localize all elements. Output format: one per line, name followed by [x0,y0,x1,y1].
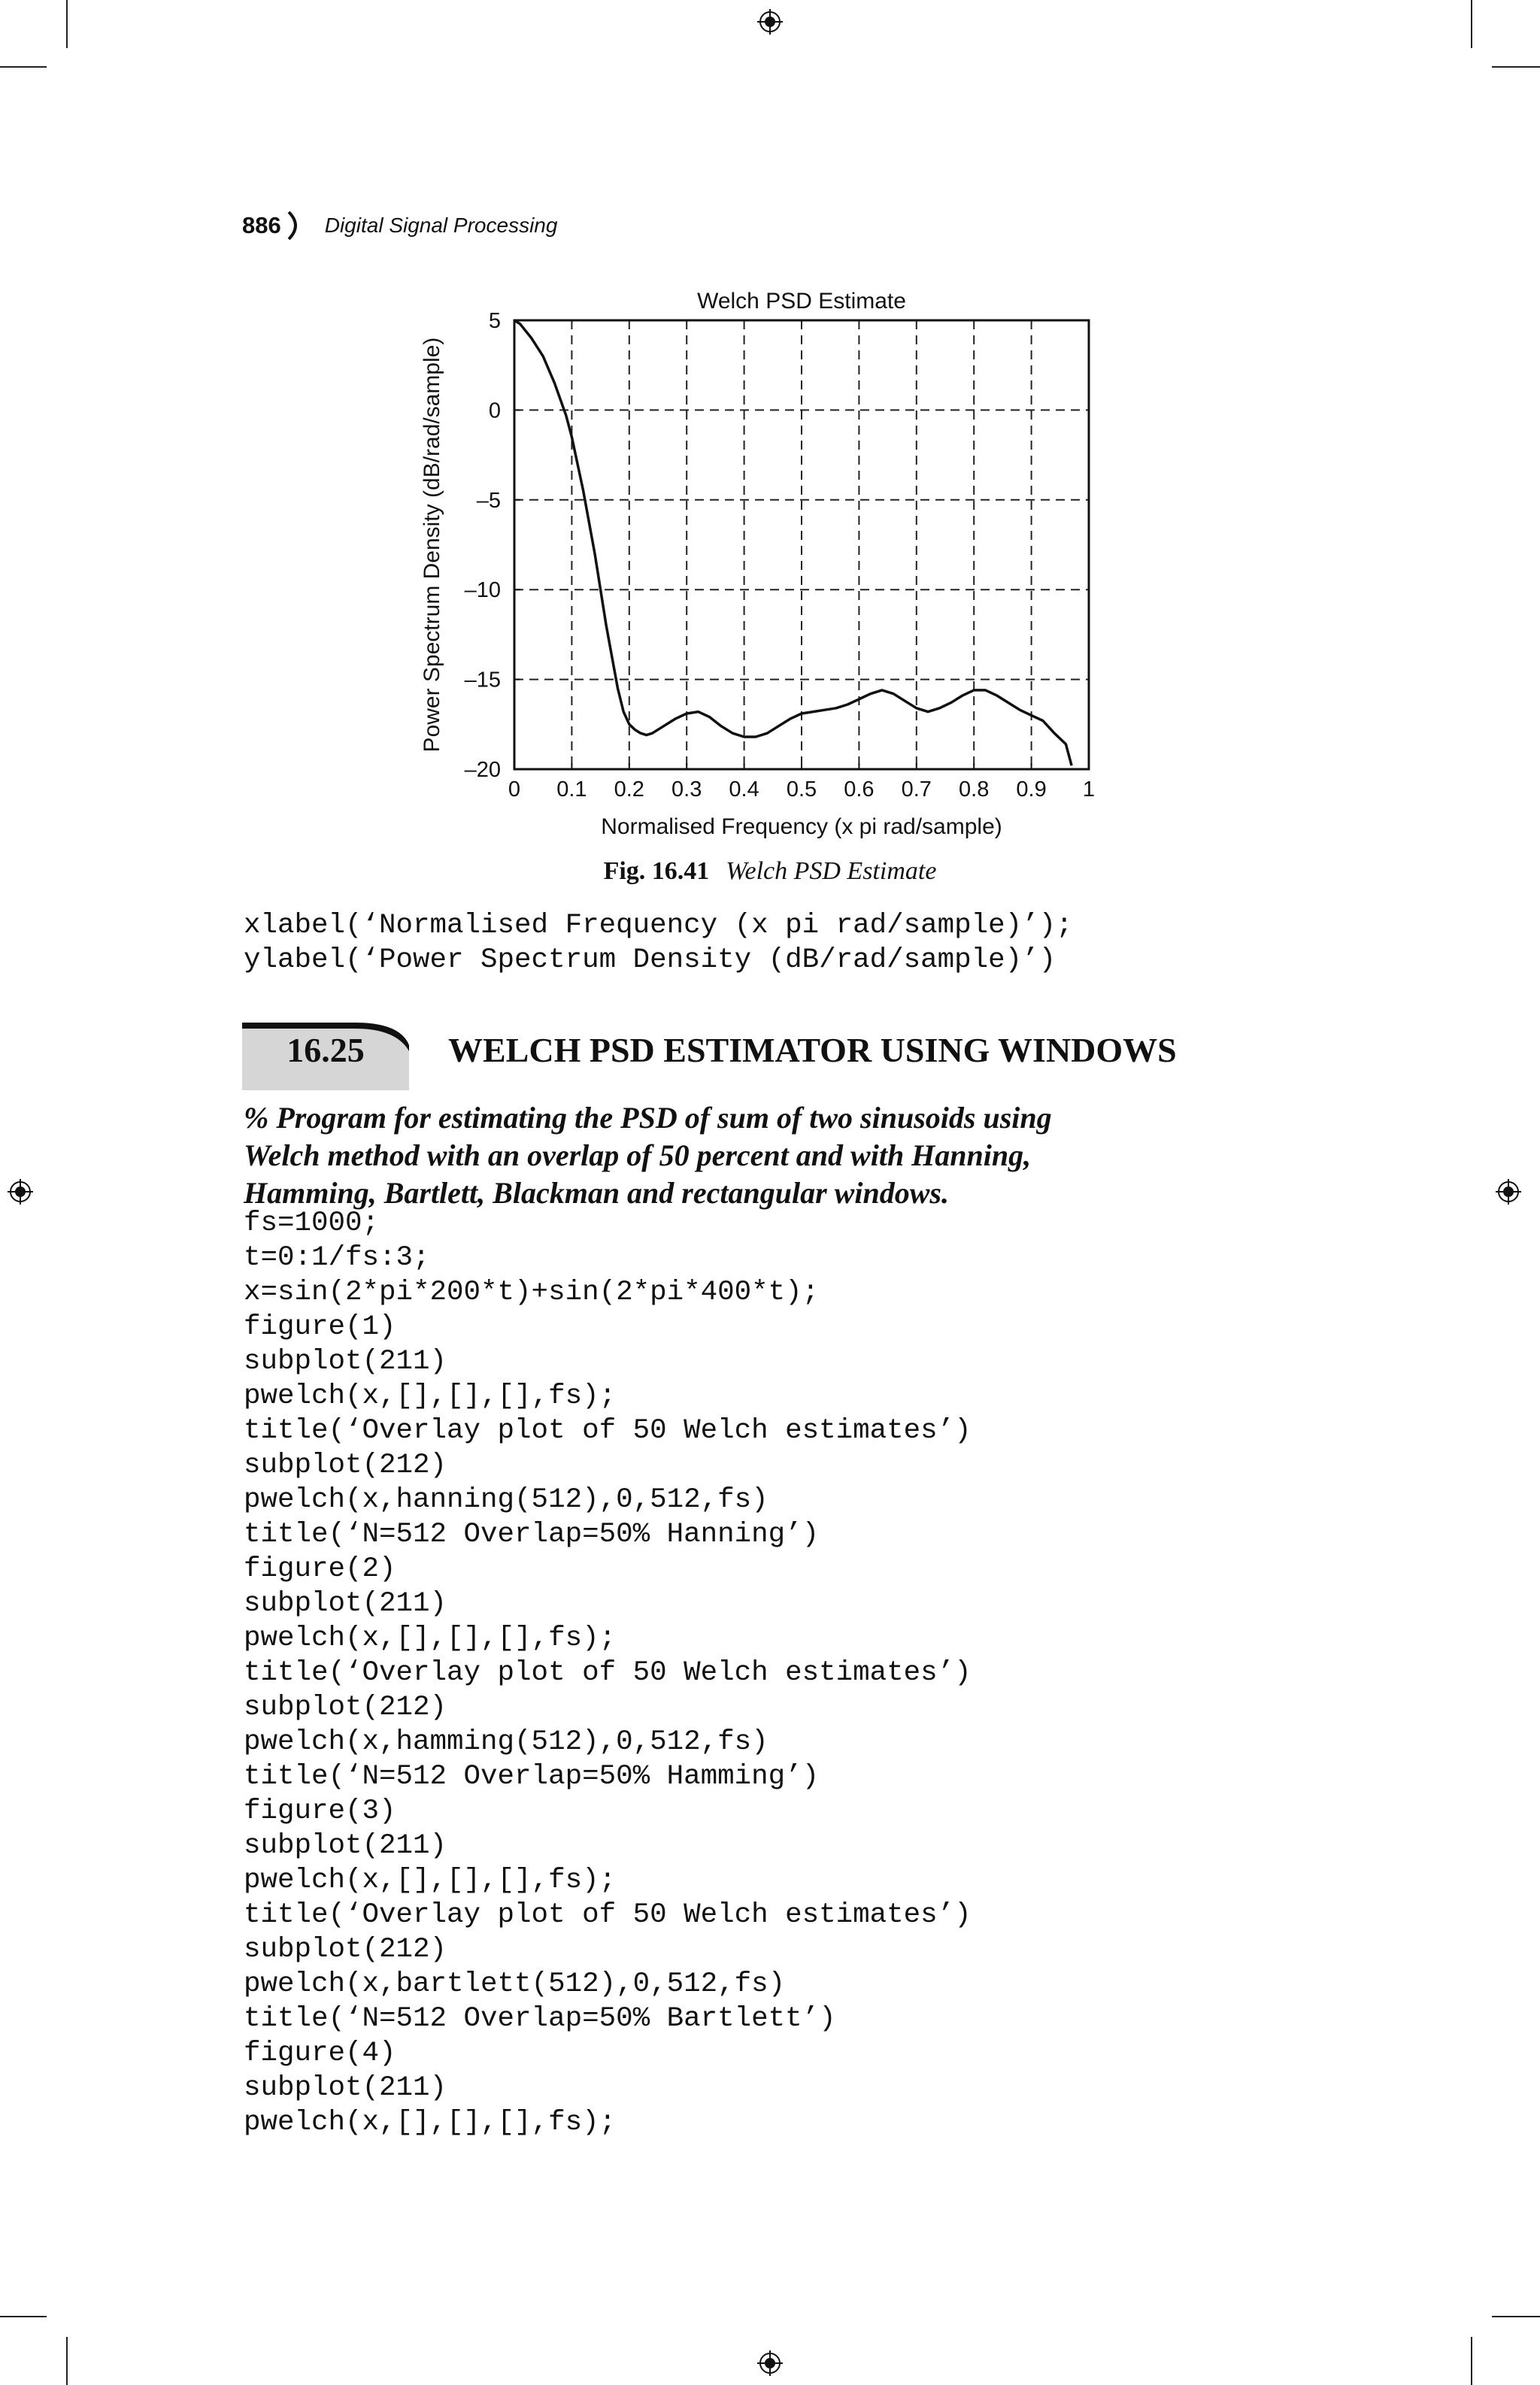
series-line [514,320,1072,765]
code-line: pwelch(x,[],[],[],fs); [244,1380,617,1412]
crop-mark [1471,2337,1472,2385]
program-comment [244,1099,1296,1212]
chart-grid [514,320,1089,769]
code-line: subplot(212) [244,1450,447,1481]
welch-psd-chart [406,278,1158,850]
x-tick-label: 0.9 [1016,777,1047,802]
page-number: 886 [242,212,281,238]
crop-mark [1471,0,1472,48]
code-line: pwelch(x,bartlett(512),0,512,fs) [244,1968,786,2000]
code-line: figure(1) [244,1311,396,1343]
code-line: figure(3) [244,1796,396,1827]
x-tick-label: 0.4 [729,777,759,802]
code-line: ylabel(‘Power Spectrum Density (dB/rad/sample)’) [244,944,1056,976]
crop-mark [66,2337,68,2385]
y-tick-label: 5 [488,309,501,333]
code-line: pwelch(x,[],[],[],fs); [244,1623,617,1654]
code-line: figure(4) [244,2038,396,2069]
x-tick-label: 0.5 [786,777,817,802]
crop-mark [1492,2316,1540,2317]
running-head-title: Digital Signal Processing [324,214,558,237]
y-tick-label: –20 [464,758,501,782]
x-tick-label: 0.8 [959,777,990,802]
y-tick-label: –10 [464,578,501,603]
code-line: subplot(211) [244,1588,447,1620]
y-axis-ticks [465,309,520,782]
header-bracket-icon [286,211,304,241]
code-block-axis-labels [244,908,1073,977]
registration-mark-icon [8,1179,33,1205]
y-axis-label: Power Spectrum Density (dB/rad/sample) [420,337,444,753]
code-line: pwelch(x,hanning(512),0,512,fs) [244,1484,768,1516]
code-line: fs=1000; [244,1208,380,1239]
figure-title: Welch PSD Estimate [726,857,937,885]
code-line: title(‘Overlay plot of 50 Welch estimates’) [244,1899,972,1931]
code-line: title(‘Overlay plot of 50 Welch estimates’) [244,1415,972,1447]
registration-mark-icon [757,2350,783,2376]
code-line: title(‘N=512 Overlap=50% Hanning’) [244,1519,820,1550]
code-line: xlabel(‘Normalised Frequency (x pi rad/sample)’); [244,910,1073,941]
comment-line: Hamming, Bartlett, Blackman and rectangular windows. [244,1176,949,1210]
x-tick-label: 0.7 [901,777,932,802]
x-tick-label: 1 [1082,777,1096,802]
registration-mark-icon [757,9,783,35]
code-line: pwelch(x,hamming(512),0,512,fs) [244,1726,768,1758]
code-line: subplot(211) [244,1346,447,1377]
y-tick-label: 0 [488,399,501,423]
y-tick-label: –15 [464,668,501,692]
code-line: title(‘Overlay plot of 50 Welch estimates’) [244,1657,972,1689]
comment-line: % Program for estimating the PSD of sum of two sinusoids using [244,1101,1052,1135]
figure-caption [0,857,1540,886]
code-line: t=0:1/fs:3; [244,1242,430,1274]
x-axis-label: Normalised Frequency (x pi rad/sample) [601,814,1002,839]
chart-title: Welch PSD Estimate [697,289,906,314]
code-line: subplot(212) [244,1692,447,1723]
code-line: pwelch(x,[],[],[],fs); [244,1865,617,1896]
code-line: title(‘N=512 Overlap=50% Bartlett’) [244,2003,836,2035]
crop-mark [0,66,47,68]
crop-mark [1492,66,1540,68]
y-tick-label: –5 [476,488,501,513]
code-line: subplot(212) [244,1934,447,1965]
comment-line: Welch method with an overlap of 50 percent and with Hanning, [244,1138,1032,1172]
figure-label: Fig. 16.41 [603,857,710,885]
registration-mark-icon [1496,1179,1521,1205]
x-tick-label: 0.2 [614,777,644,802]
running-header [242,211,557,241]
section-number: 16.25 [286,1031,365,1069]
section-title: WELCH PSD ESTIMATOR USING WINDOWS [448,1031,1177,1069]
code-line: subplot(211) [244,1830,447,1862]
code-line: subplot(211) [244,2072,447,2104]
code-line: x=sin(2*pi*200*t)+sin(2*pi*400*t); [244,1277,820,1308]
crop-mark [0,2316,47,2317]
x-tick-label: 0.6 [844,777,875,802]
code-line: title(‘N=512 Overlap=50% Hamming’) [244,1761,820,1793]
code-block-main [244,1206,972,2140]
x-tick-label: 0.1 [556,777,587,802]
crop-mark [66,0,68,48]
x-tick-label: 0 [508,777,521,802]
x-tick-label: 0.3 [671,777,702,802]
code-line: figure(2) [244,1553,396,1585]
code-line: pwelch(x,[],[],[],fs); [244,2107,617,2138]
